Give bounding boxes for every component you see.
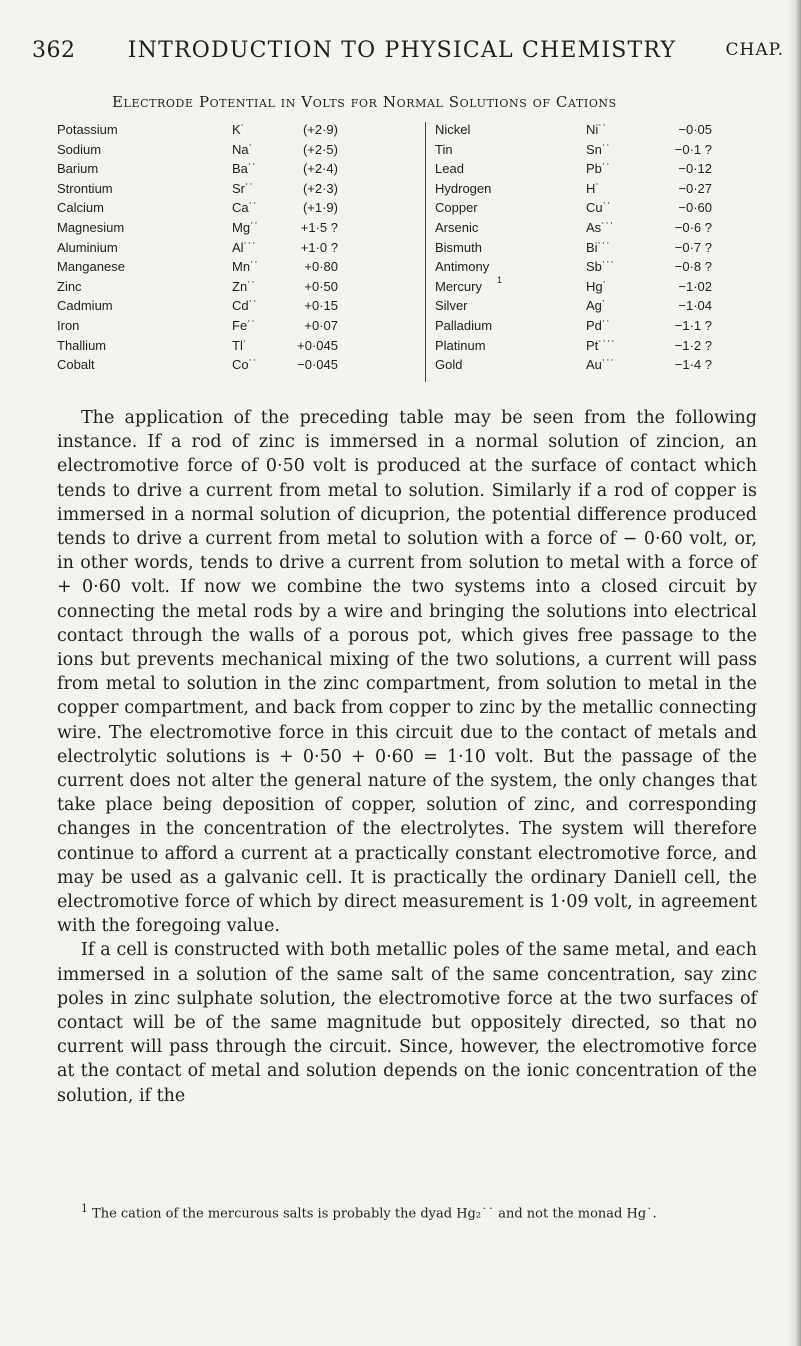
- ion-symbol: Fe˙˙: [232, 318, 256, 333]
- metal-name: Gold: [435, 357, 463, 373]
- potential-value: +0·80: [304, 259, 338, 275]
- ion-symbol: K˙: [232, 122, 245, 137]
- potential-value: −0·7 ?: [674, 239, 712, 255]
- metal-name: Arsenic: [435, 220, 479, 235]
- potential-value: +1·5 ?: [300, 220, 338, 235]
- metal-name: Mercury: [435, 278, 482, 294]
- metal-name: Thallium: [57, 337, 107, 353]
- potential-value: +0·07: [304, 318, 338, 333]
- metal-name: Copper: [435, 200, 478, 216]
- metal-name: Magnesium: [57, 220, 125, 235]
- potential-value: +0·15: [304, 298, 338, 314]
- footnote-reference: 1: [497, 274, 503, 285]
- page-number: 362: [32, 38, 76, 63]
- body-text: [57, 406, 757, 1108]
- metal-name: Iron: [57, 318, 80, 333]
- footnote-mark: 1: [81, 1202, 88, 1215]
- metal-name: Platinum: [435, 337, 486, 353]
- ion-symbol: Au˙˙˙: [586, 357, 615, 373]
- ion-symbol: Co˙˙: [232, 357, 258, 373]
- footnote-text: The cation of the mercurous salts is probably the dyad Hg₂˙˙ and not the monad Hg˙.: [92, 1206, 657, 1222]
- table-row: [0, 318, 801, 335]
- ion-symbol: Tl˙: [232, 337, 248, 353]
- ion-symbol: Na˙: [232, 141, 253, 157]
- potential-value: −0·045: [297, 357, 338, 373]
- potential-value: (+2·3): [302, 180, 338, 196]
- metal-name: Nickel: [435, 122, 471, 137]
- ion-symbol: Cd˙˙: [232, 298, 258, 314]
- table-row: [0, 142, 801, 159]
- table-row: [0, 122, 801, 139]
- ion-symbol: Mg˙˙: [232, 220, 259, 235]
- metal-name: Sodium: [57, 141, 102, 157]
- table-row: [0, 357, 801, 374]
- metal-name: Lead: [435, 161, 464, 177]
- potential-value: (+2·5): [302, 141, 338, 157]
- potential-value: +1·0 ?: [300, 239, 338, 255]
- metal-name: Cobalt: [57, 357, 95, 373]
- running-header: [32, 38, 784, 68]
- potential-value: −1·4 ?: [674, 357, 712, 373]
- metal-name: Potassium: [57, 122, 118, 137]
- ion-symbol: H˙: [586, 180, 600, 196]
- metal-name: Manganese: [57, 259, 125, 275]
- potential-value: −0·60: [678, 200, 712, 216]
- chapter-label: CHAP.: [725, 40, 784, 60]
- metal-name: Zinc: [57, 278, 82, 294]
- ion-symbol: Ag˙: [586, 298, 607, 314]
- ion-symbol: Ba˙˙: [232, 161, 257, 177]
- potential-value: −0·05: [678, 122, 712, 137]
- potential-value: (+2·9): [302, 122, 338, 137]
- ion-symbol: Cu˙˙: [586, 200, 612, 216]
- ion-symbol: Pt˙˙˙˙: [586, 337, 616, 353]
- ion-symbol: Sr˙˙: [232, 180, 254, 196]
- table-row: [0, 338, 801, 355]
- table-row: [0, 200, 801, 217]
- paragraph: If a cell is constructed with both metallic poles of the same metal, and each immersed in a solution of the same salt of the same concentration, say zinc poles in zinc sulphate solution, the electromotive force at the two surfaces of contact will be of the same magnitude but oppositely directed, so that no current will pass through the circuit. Since, however, the electromotive force at the contact of metal and solution depends on the ionic concentration of the solution, if the: [57, 940, 757, 1106]
- page-edge-shadow: [787, 0, 801, 1346]
- ion-symbol: Bi˙˙˙: [586, 239, 611, 255]
- footnote-paragraph: [57, 1199, 757, 1223]
- ion-symbol: Mn˙˙: [232, 259, 259, 275]
- potential-value: −0·8 ?: [674, 259, 712, 275]
- footnote: [57, 1199, 757, 1223]
- potential-value: −0·6 ?: [674, 220, 712, 235]
- potential-value: (+2·4): [302, 161, 338, 177]
- table-row: [0, 259, 801, 276]
- ion-symbol: Ni˙˙: [586, 122, 607, 137]
- metal-name: Cadmium: [57, 298, 113, 314]
- ion-symbol: Hg˙: [586, 278, 607, 294]
- metal-name: Calcium: [57, 200, 104, 216]
- table-row: [0, 181, 801, 198]
- potential-value: −0·1 ?: [674, 141, 712, 157]
- electrode-potential-table: [0, 122, 801, 402]
- potential-value: −0·12: [678, 161, 712, 177]
- metal-name: Tin: [435, 141, 453, 157]
- paragraph: The application of the preceding table may be seen from the following instance. If a rod of zinc is immersed in a normal solution of zincion, an electromotive force of 0·50 volt is produced at the surface of contact which tends to drive a current from metal to solution. Similarly if a rod of copper is immersed in a normal solution of dicuprion, the potential difference produced tends to drive a current from metal to solution with a force of − 0·60 volt, or, in other words, tends to drive a current from solution to metal with a force of + 0·60 volt. If now we combine the two systems into a closed circuit by connecting the metal rods by a wire and bringing the solutions into electrical contact through the walls of a porous pot, which gives free passage to the ions but prevents mechanical mixing of the two solutions, a current will pass from metal to solution in the zinc compartment, from solution to metal in the copper compartment, and back from copper to zinc by the metallic connecting wire. The electromotive force in this circuit due to the contact of metals and electrolytic solutions is + 0·50 + 0·60 = 1·10 volt. But the passage of the current does not alter the general nature of the system, the only changes that take place being deposition of copper, solution of zinc, and corresponding changes in the concentration of the electrolytes. The system will therefore continue to afford a current at a practically constant electromotive force, and may be used as a galvanic cell. It is practically the ordinary Daniell cell, the electromotive force of which by direct measurement is 1·09 volt, in agreement with the foregoing value.: [57, 408, 757, 937]
- metal-name: Bismuth: [435, 239, 482, 255]
- ion-symbol: Al˙˙˙: [232, 239, 257, 255]
- ion-symbol: Sn˙˙: [586, 141, 611, 157]
- ion-symbol: As˙˙˙: [586, 220, 615, 235]
- metal-name: Hydrogen: [435, 180, 492, 196]
- table-row: [0, 220, 801, 237]
- running-title: INTRODUCTION TO PHYSICAL CHEMISTRY: [127, 38, 677, 63]
- metal-name: Silver: [435, 298, 468, 314]
- table-row: [0, 298, 801, 315]
- metal-name: Barium: [57, 161, 99, 177]
- potential-value: −1·1 ?: [674, 318, 712, 333]
- ion-symbol: Sb˙˙˙: [586, 259, 615, 275]
- ion-symbol: Pd˙˙: [586, 318, 611, 333]
- ion-symbol: Zn˙˙: [232, 278, 256, 294]
- table-row: [0, 240, 801, 257]
- ion-symbol: Pb˙˙: [586, 161, 611, 177]
- potential-value: −1·2 ?: [674, 337, 712, 353]
- metal-name: Aluminium: [57, 239, 118, 255]
- ion-symbol: Ca˙˙: [232, 200, 258, 216]
- potential-value: +0·045: [297, 337, 338, 353]
- potential-value: −1·04: [678, 298, 712, 314]
- potential-value: −1·02: [678, 278, 712, 294]
- potential-value: +0·50: [304, 278, 338, 294]
- metal-name: Palladium: [435, 318, 493, 333]
- potential-value: −0·27: [678, 180, 712, 196]
- table-row: [0, 161, 801, 178]
- potential-value: (+1·9): [302, 200, 338, 216]
- metal-name: Antimony: [435, 259, 490, 275]
- table-title: Electrode Potential in Volts for Normal Solutions of Cations: [112, 93, 617, 111]
- metal-name: Strontium: [57, 180, 113, 196]
- table-row: [0, 274, 801, 296]
